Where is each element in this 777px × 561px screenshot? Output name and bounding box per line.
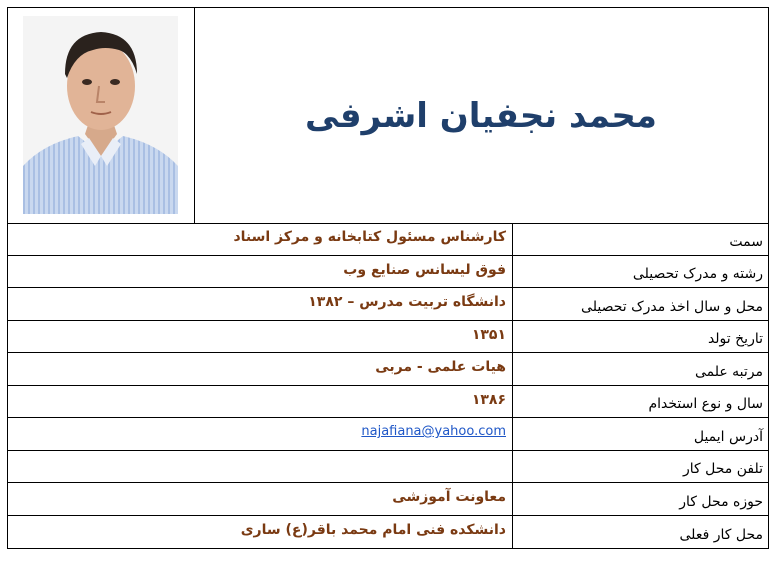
- value-work-phone: [8, 451, 513, 483]
- row-work-phone: [8, 451, 768, 484]
- label-academic-rank: مرتبه علمی: [694, 363, 763, 380]
- label-position: سمت: [729, 233, 763, 250]
- profile-name: [194, 8, 768, 223]
- value-department: معاونت آموزشی: [8, 483, 513, 515]
- label-work-phone: تلفن محل کار: [682, 461, 763, 477]
- value-degree: فوق لیسانس صنایع وب: [8, 256, 513, 288]
- row-birth-date: [8, 321, 768, 354]
- label-degree: رشته و مدرک تحصیلی: [632, 266, 763, 282]
- value-birth-date: ۱۳۵۱: [8, 321, 513, 353]
- row-academic-rank: [8, 353, 768, 386]
- value-degree-place-year: دانشگاه تربیت مدرس – ۱۳۸۲: [8, 288, 513, 320]
- email-link[interactable]: najafiana@yahoo.com: [8, 418, 513, 450]
- value-employment: ۱۳۸۶: [8, 386, 513, 418]
- value-academic-rank: هیات علمی - مربی: [8, 353, 513, 385]
- row-position: [8, 223, 768, 256]
- row-degree: [8, 256, 768, 289]
- profile-name-text: محمد نجفیان اشرفی: [305, 95, 657, 136]
- photo-cell: [8, 8, 195, 223]
- row-employment: [8, 386, 768, 419]
- label-birth-date: تاریخ تولد: [707, 331, 763, 347]
- row-current-workplace: [8, 516, 768, 549]
- label-employment: سال و نوع استخدام: [648, 396, 763, 412]
- value-current-workplace: دانشکده فنی امام محمد باقر(ع) ساری: [8, 516, 513, 549]
- row-degree-place-year: [8, 288, 768, 321]
- row-department: [8, 483, 768, 516]
- value-position: کارشناس مسئول کتابخانه و مرکز اسناد: [8, 223, 513, 255]
- profile-table: [7, 7, 769, 549]
- label-email: آدرس ایمیل: [693, 428, 763, 445]
- portrait-photo: [23, 16, 178, 214]
- profile-header: [8, 8, 768, 224]
- label-degree-place-year: محل و سال اخذ مدرک تحصیلی: [581, 298, 763, 315]
- label-current-workplace: محل کار فعلی: [679, 527, 763, 543]
- label-department: حوزه محل کار: [679, 493, 763, 510]
- details-list: [8, 223, 768, 548]
- row-email: [8, 418, 768, 451]
